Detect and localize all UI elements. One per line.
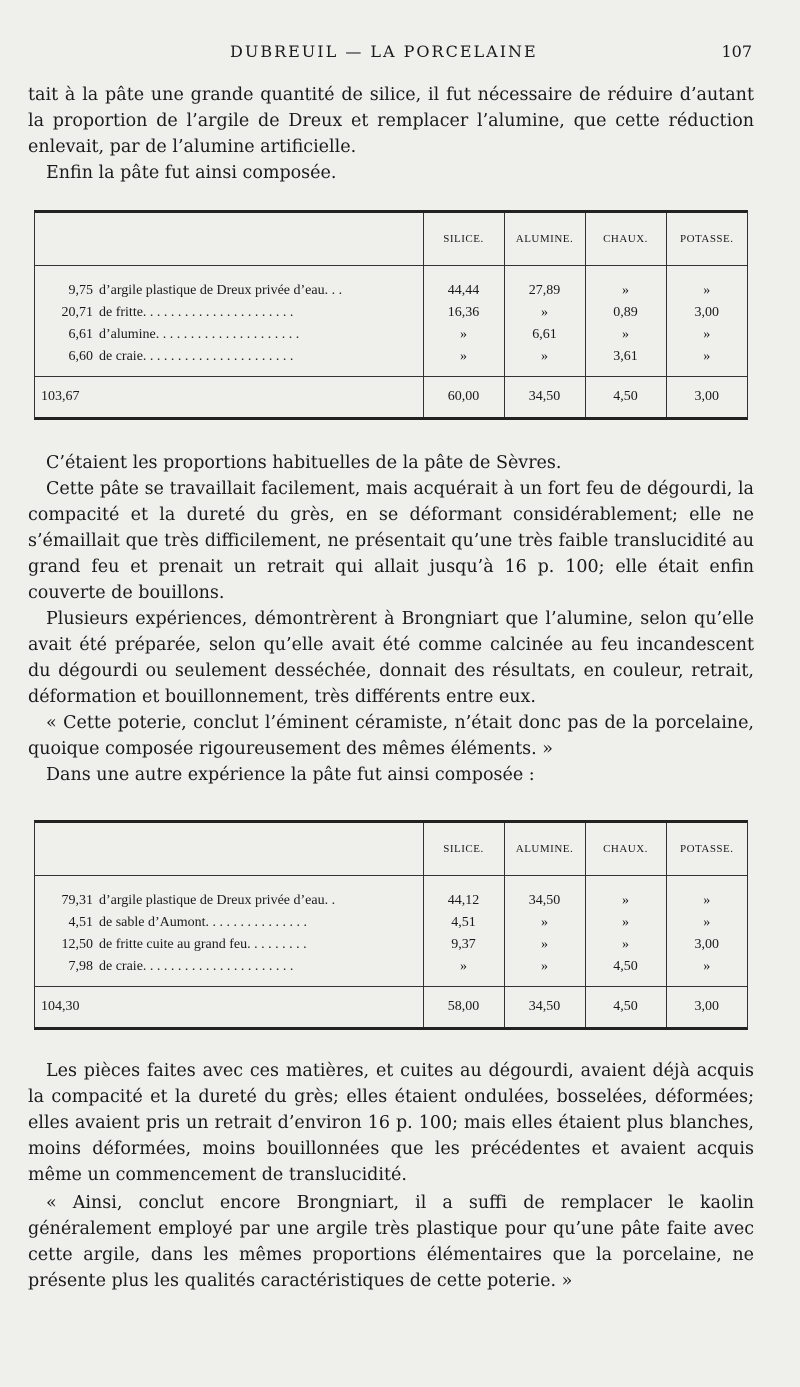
- table-row: [35, 302, 747, 324]
- column-header-silice: SILICE.: [423, 213, 504, 266]
- ingredient-label: de craie. . . . . . . . . . . . . . . . . . . . . .: [99, 349, 294, 364]
- table-row: [35, 956, 747, 987]
- silice-value: 9,37: [423, 934, 504, 956]
- paragraph: Enfin la pâte fut ainsi composée.: [46, 163, 337, 183]
- chaux-value: 0,89: [585, 302, 666, 324]
- alumine-value: »: [504, 956, 585, 987]
- column-header-potasse: POTASSE.: [666, 823, 747, 876]
- total-qty: 103,67: [35, 377, 423, 418]
- ingredient-cell: [35, 876, 423, 913]
- potasse-value: 3,00: [666, 934, 747, 956]
- total-potasse: 3,00: [666, 377, 747, 418]
- silice-value: »: [423, 956, 504, 987]
- table-row: [35, 346, 747, 377]
- ingredient-label: d’alumine. . . . . . . . . . . . . . . . . . . . .: [99, 327, 300, 342]
- paragraph: tait à la pâte une grande quantité de silice, il fut nécessaire de réduire d’autant la proportion de l’argile de Dreux et remplacer l’alumine, que cette réduction enlevait, par de l’alumine artificielle.: [28, 85, 754, 157]
- ingredient-label: de fritte cuite au grand feu. . . . . . . . .: [99, 937, 307, 952]
- ingredient-label: d’argile plastique de Dreux privée d’eau. . .: [99, 283, 343, 298]
- paragraph: « Ainsi, conclut encore Brongniart, il a suffi de remplacer le kaolin généralement employé par une argile très plastique pour qu’une pâte faite avec cette argile, dans les mêmes proportions élémentaires que la porcelaine, ne présente plus les qualités caractéristiques de cette poterie. »: [28, 1193, 754, 1291]
- alumine-value: »: [504, 346, 585, 377]
- table-row: [35, 876, 747, 913]
- paragraph: Plusieurs expériences, démontrèrent à Brongniart que l’alumine, selon qu’elle avait été préparée, selon qu’elle avait été comme calcinée au feu incandescent du dégourdi ou seulement desséchée, donnait des résultats, en couleur, retrait, déformation et bouillonnement, très différents entre eux.: [28, 609, 754, 707]
- chaux-value: »: [585, 876, 666, 913]
- table-row: [35, 912, 747, 934]
- ingredient-cell: [35, 346, 423, 377]
- paragraph: « Cette poterie, conclut l’éminent céramiste, n’était donc pas de la porcelaine, quoique composée rigoureusement des mêmes éléments. »: [28, 713, 754, 759]
- alumine-value: »: [504, 912, 585, 934]
- total-potasse: 3,00: [666, 987, 747, 1028]
- total-chaux: 4,50: [585, 377, 666, 418]
- ingredient-qty: 9,75: [68, 283, 93, 298]
- total-chaux: 4,50: [585, 987, 666, 1028]
- silice-value: »: [423, 324, 504, 346]
- chaux-value: »: [585, 912, 666, 934]
- column-header-silice: SILICE.: [423, 823, 504, 876]
- ingredient-cell: [35, 956, 423, 987]
- potasse-value: »: [666, 876, 747, 913]
- ingredient-qty: 12,50: [61, 937, 93, 952]
- potasse-value: »: [666, 266, 747, 303]
- ingredient-qty: 6,60: [68, 349, 93, 364]
- chaux-value: 3,61: [585, 346, 666, 377]
- chaux-value: »: [585, 934, 666, 956]
- silice-value: 4,51: [423, 912, 504, 934]
- composition-table-2: [34, 820, 748, 1030]
- alumine-value: 27,89: [504, 266, 585, 303]
- running-title: DUBREUIL — LA PORCELAINE: [230, 42, 538, 61]
- chaux-value: »: [585, 324, 666, 346]
- ingredient-label: de craie. . . . . . . . . . . . . . . . . . . . . .: [99, 959, 294, 974]
- silice-value: »: [423, 346, 504, 377]
- table-row: [35, 324, 747, 346]
- column-header-alumine: ALUMINE.: [504, 213, 585, 266]
- chaux-value: »: [585, 266, 666, 303]
- total-alumine: 34,50: [504, 987, 585, 1028]
- page-number: 107: [721, 42, 752, 61]
- silice-value: 44,12: [423, 876, 504, 913]
- potasse-value: »: [666, 324, 747, 346]
- paragraph: C’étaient les proportions habituelles de la pâte de Sèvres.: [46, 453, 562, 473]
- composition-table-1: [34, 210, 748, 420]
- paragraph: Les pièces faites avec ces matières, et cuites au dégourdi, avaient déjà acquis la compacité et la dureté du grès; elles étaient ondulées, bosselées, déformées; elles avaient pris un retrait d’environ 16 p. 100; mais elles étaient plus blanches, moins déformées, moins bouillonnées que les précédentes et avaient acquis même un commencement de translucidité.: [28, 1061, 754, 1185]
- page-header: [0, 42, 800, 66]
- ingredient-qty: 20,71: [61, 305, 93, 320]
- ingredient-cell: [35, 934, 423, 956]
- column-header-potasse: POTASSE.: [666, 213, 747, 266]
- potasse-value: »: [666, 346, 747, 377]
- ingredient-label: de sable d’Aumont. . . . . . . . . . . . . . .: [99, 915, 308, 930]
- column-header-chaux: CHAUX.: [585, 823, 666, 876]
- potasse-value: »: [666, 912, 747, 934]
- alumine-value: 34,50: [504, 876, 585, 913]
- column-header-alumine: ALUMINE.: [504, 823, 585, 876]
- ingredient-label: d’argile plastique de Dreux privée d’eau. .: [99, 893, 336, 908]
- total-row: [35, 987, 747, 1028]
- ingredient-label: de fritte. . . . . . . . . . . . . . . . . . . . . .: [99, 305, 294, 320]
- ingredient-cell: [35, 324, 423, 346]
- paragraph: Dans une autre expérience la pâte fut ainsi composée :: [46, 765, 535, 785]
- potasse-value: »: [666, 956, 747, 987]
- ingredient-cell: [35, 302, 423, 324]
- silice-value: 16,36: [423, 302, 504, 324]
- alumine-value: »: [504, 302, 585, 324]
- total-qty: 104,30: [35, 987, 423, 1028]
- ingredient-qty: 79,31: [61, 893, 93, 908]
- alumine-value: 6,61: [504, 324, 585, 346]
- total-silice: 60,00: [423, 377, 504, 418]
- table-row: [35, 934, 747, 956]
- ingredient-qty: 4,51: [68, 915, 93, 930]
- chaux-value: 4,50: [585, 956, 666, 987]
- potasse-value: 3,00: [666, 302, 747, 324]
- alumine-value: »: [504, 934, 585, 956]
- column-header-chaux: CHAUX.: [585, 213, 666, 266]
- table-row: [35, 266, 747, 303]
- total-silice: 58,00: [423, 987, 504, 1028]
- ingredient-cell: [35, 912, 423, 934]
- silice-value: 44,44: [423, 266, 504, 303]
- total-alumine: 34,50: [504, 377, 585, 418]
- ingredient-cell: [35, 266, 423, 303]
- paragraph: Cette pâte se travaillait facilement, mais acquérait à un fort feu de dégourdi, la compacité et la dureté du grès, en se déformant considérablement; elle ne s’émaillait que très difficilement, ne présentait qu’une très faible translucidité au grand feu et prenait un retrait qui allait jusqu’à 16 p. 100; elle était enfin couverte de bouillons.: [28, 479, 754, 603]
- ingredient-qty: 7,98: [68, 959, 93, 974]
- ingredient-qty: 6,61: [68, 327, 93, 342]
- total-row: [35, 377, 747, 418]
